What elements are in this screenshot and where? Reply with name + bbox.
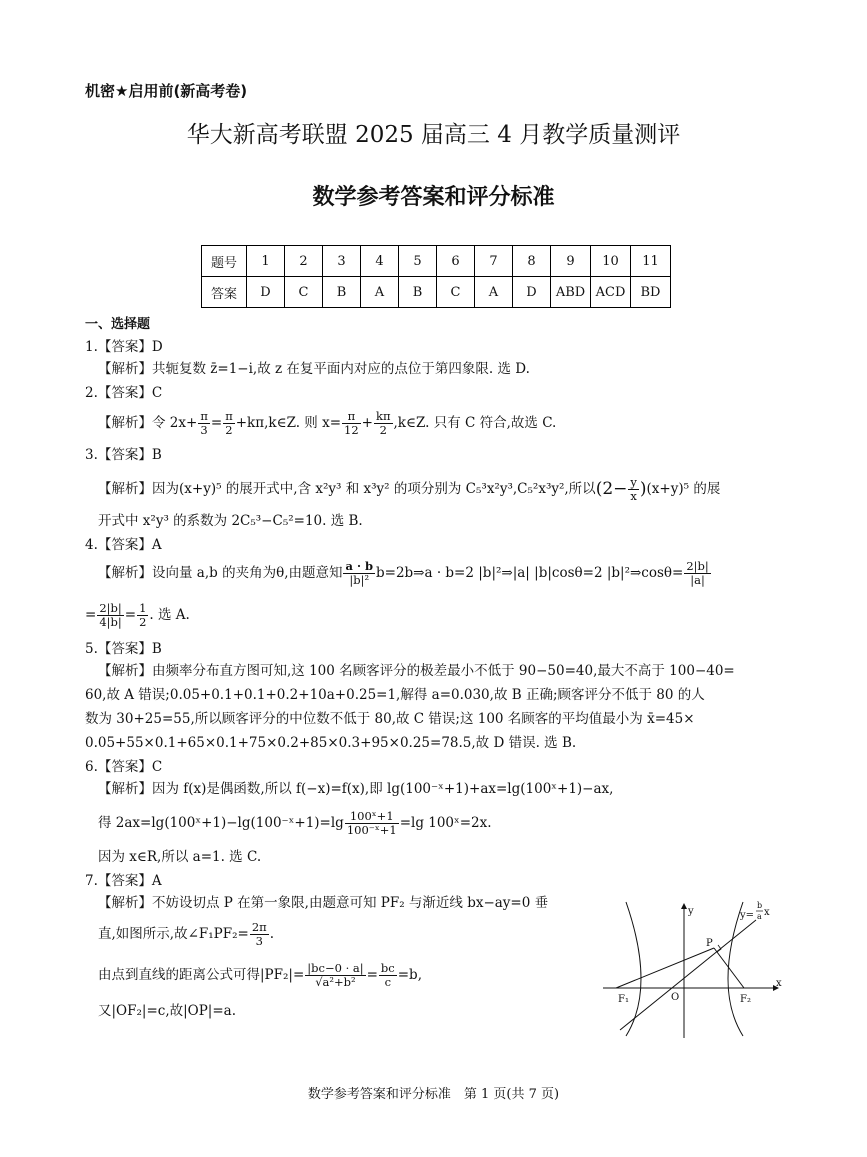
denominator: 100⁻ˣ+1 (346, 822, 397, 837)
text: (x+y)⁵ 的展 (646, 481, 721, 497)
question-number: 11 (631, 246, 671, 277)
text: . (269, 926, 275, 942)
numerator: y (630, 474, 637, 489)
row-label: 题号 (202, 246, 247, 277)
numerator: π (200, 408, 208, 423)
fraction (137, 602, 148, 629)
numerator: bc (380, 960, 395, 975)
q1-answer: 1.【答案】D (85, 339, 163, 355)
q5-answer: 5.【答案】B (85, 641, 162, 657)
denominator: 3 (255, 933, 263, 948)
label-asymptote-x: x (764, 907, 770, 918)
numerator: 2|b| (686, 558, 709, 573)
answer-cell: D (513, 277, 551, 308)
label-asymptote-b: b (757, 901, 763, 910)
numerator: π (342, 410, 361, 424)
label-y: y (688, 906, 694, 917)
question-number-row (202, 246, 671, 277)
fraction (343, 560, 375, 587)
text: 【解析】因为(x+y)⁵ 的展开式中,含 x²y³ 和 x³y² 的项分别为 C₅³x²y³,C₅²x³y²,所以 (98, 481, 596, 497)
q1-analysis: 【解析】共轭复数 z̄=1−i,故 z 在复平面内对应的点位于第四象限. 选 D. (98, 361, 530, 377)
q6-analysis-cont (98, 806, 492, 840)
answer-cell: C (285, 277, 323, 308)
q4-answer: 4.【答案】A (85, 537, 162, 553)
q7-analysis-cont: 又|OF₂|=c,故|OP|=a. (98, 1003, 237, 1019)
row-label: 答案 (202, 277, 247, 308)
numerator: 2π (251, 919, 267, 934)
denominator: 3 (200, 422, 208, 437)
label-origin: O (671, 992, 680, 1003)
label-asymptote-prefix: y= (740, 910, 755, 921)
text: + (361, 415, 373, 431)
numerator: 2|b| (99, 600, 122, 615)
fraction (628, 476, 639, 503)
question-number: 3 (323, 246, 361, 277)
fraction (345, 810, 399, 837)
label-p: P (706, 938, 713, 949)
question-number: 6 (437, 246, 475, 277)
text: ,k∈Z. 只有 C 符合,故选 C. (393, 415, 557, 431)
question-number: 7 (475, 246, 513, 277)
document-subtitle: 数学参考答案和评分标准 (312, 185, 555, 210)
q6-answer: 6.【答案】C (85, 759, 163, 775)
q7-analysis-cont (98, 958, 422, 992)
fraction (684, 560, 710, 587)
answer-cell: ABD (551, 277, 591, 308)
asymptote-line (620, 920, 756, 1030)
line-f1-p (616, 948, 714, 988)
answer-cell: B (399, 277, 437, 308)
text: 由点到直线的距离公式可得|PF₂|= (98, 967, 305, 983)
paren: ) (639, 479, 647, 499)
q6-analysis: 【解析】因为 f(x)是偶函数,所以 f(−x)=f(x),即 lg(100⁻ˣ+1)+ax=lg(100ˣ+1)−ax, (98, 781, 614, 797)
answer-cell: D (247, 277, 285, 308)
q5-analysis-cont: 0.05+55×0.1+65×0.1+75×0.2+85×0.3+95×0.25=78.5,故 D 错误. 选 B. (85, 735, 577, 751)
answer-row (202, 277, 671, 308)
confidential-mark: 机密★启用前(新高考卷) (85, 82, 248, 100)
numerator: kπ (375, 408, 391, 423)
numerator: 1 (139, 600, 147, 615)
label-f2: F₂ (740, 994, 751, 1005)
question-number: 5 (399, 246, 437, 277)
answer-cell: A (475, 277, 513, 308)
q4-analysis (98, 558, 712, 588)
fraction (374, 410, 393, 437)
fraction (198, 410, 210, 437)
page-footer: 数学参考答案和评分标准 第 1 页(共 7 页) (307, 1087, 560, 1102)
q2-analysis (98, 408, 556, 438)
text: 【解析】令 2x+ (98, 415, 198, 431)
denominator: 2 (139, 614, 147, 629)
text: =lg 100ˣ=2x. (399, 815, 492, 831)
numerator: 100ˣ+1 (345, 810, 399, 824)
label-asymptote-a: a (757, 912, 762, 921)
line-p-f2 (714, 948, 744, 988)
denominator: 4|b| (99, 614, 122, 629)
text: =b, (397, 967, 422, 983)
fraction (250, 921, 269, 948)
text: 直,如图所示,故∠F₁PF₂= (98, 926, 249, 942)
text: = (124, 607, 137, 623)
q5-analysis-cont: 数为 30+25=55,所以顾客评分的中位数不低于 80,故 C 错误;这 100 名顾客的平均值最小为 x̄=45× (85, 711, 695, 727)
numerator: π (225, 408, 233, 423)
fraction (223, 410, 235, 437)
denominator: |b|² (349, 572, 370, 587)
question-number: 9 (551, 246, 591, 277)
text: = (366, 967, 378, 983)
fraction (305, 962, 365, 989)
q3-analysis (98, 474, 720, 504)
text: 【解析】设向量 a,b 的夹角为θ,由题意知 (98, 565, 343, 581)
question-number: 2 (285, 246, 323, 277)
text: +kπ,k∈Z. 则 x= (235, 415, 342, 431)
q3-analysis-cont: 开式中 x²y³ 的系数为 2C₅³−C₅²=10. 选 B. (98, 513, 363, 529)
question-number: 4 (361, 246, 399, 277)
denominator: 2 (379, 422, 387, 437)
fraction (342, 410, 361, 437)
question-number: 10 (591, 246, 631, 277)
paren: (2− (595, 479, 628, 499)
denominator: √a²+b² (315, 974, 356, 989)
denominator: |a| (690, 572, 705, 587)
question-number: 1 (247, 246, 285, 277)
answer-cell: ACD (591, 277, 631, 308)
answer-cell: B (323, 277, 361, 308)
q4-analysis-cont (85, 600, 190, 630)
numerator: |bc−0 · a| (307, 960, 364, 975)
text: = (210, 415, 223, 431)
answer-cell: C (437, 277, 475, 308)
answer-cell: A (361, 277, 399, 308)
q5-analysis: 【解析】由频率分布直方图可知,这 100 名顾客评分的极差最小不低于 90−50=40,最大不高于 100−40= (98, 663, 735, 679)
hyperbola-figure (598, 898, 788, 1043)
q7-answer: 7.【答案】A (85, 873, 162, 889)
exam-title: 华大新高考联盟 2025 届高三 4 月教学质量测评 (186, 122, 681, 148)
q2-answer: 2.【答案】C (85, 385, 163, 401)
q5-analysis-cont: 60,故 A 错误;0.05+0.1+0.1+0.2+10a+0.25=1,解得 a=0.030,故 B 正确;顾客评分不低于 80 的人 (85, 687, 705, 703)
fraction (97, 602, 123, 629)
denominator: c (384, 974, 392, 989)
hyperbola-left-branch (626, 902, 641, 1036)
text: . 选 A. (149, 607, 190, 623)
q7-analysis-cont (98, 918, 274, 950)
numerator: a · b (345, 558, 373, 573)
fraction (379, 962, 397, 989)
q6-analysis-cont: 因为 x∈R,所以 a=1. 选 C. (98, 849, 262, 865)
denominator: 12 (344, 422, 359, 437)
label-f1: F₁ (618, 994, 629, 1005)
text: = (85, 607, 97, 623)
denominator: x (630, 488, 637, 503)
q7-analysis: 【解析】不妨设切点 P 在第一象限,由题意可知 PF₂ 与渐近线 bx−ay=0 垂 (98, 895, 549, 911)
text: 得 2ax=lg(100ˣ+1)−lg(100⁻ˣ+1)=lg (98, 815, 344, 831)
text: b=2b⇒a · b=2 |b|²⇒|a| |b|cosθ=2 |b|²⇒cosθ= (376, 565, 684, 581)
q3-answer: 3.【答案】B (85, 447, 162, 463)
label-x: x (776, 978, 782, 989)
answer-cell: BD (631, 277, 671, 308)
question-number: 8 (513, 246, 551, 277)
section-heading: 一、选择题 (85, 317, 151, 332)
answer-table (201, 245, 671, 308)
denominator: 2 (225, 422, 233, 437)
